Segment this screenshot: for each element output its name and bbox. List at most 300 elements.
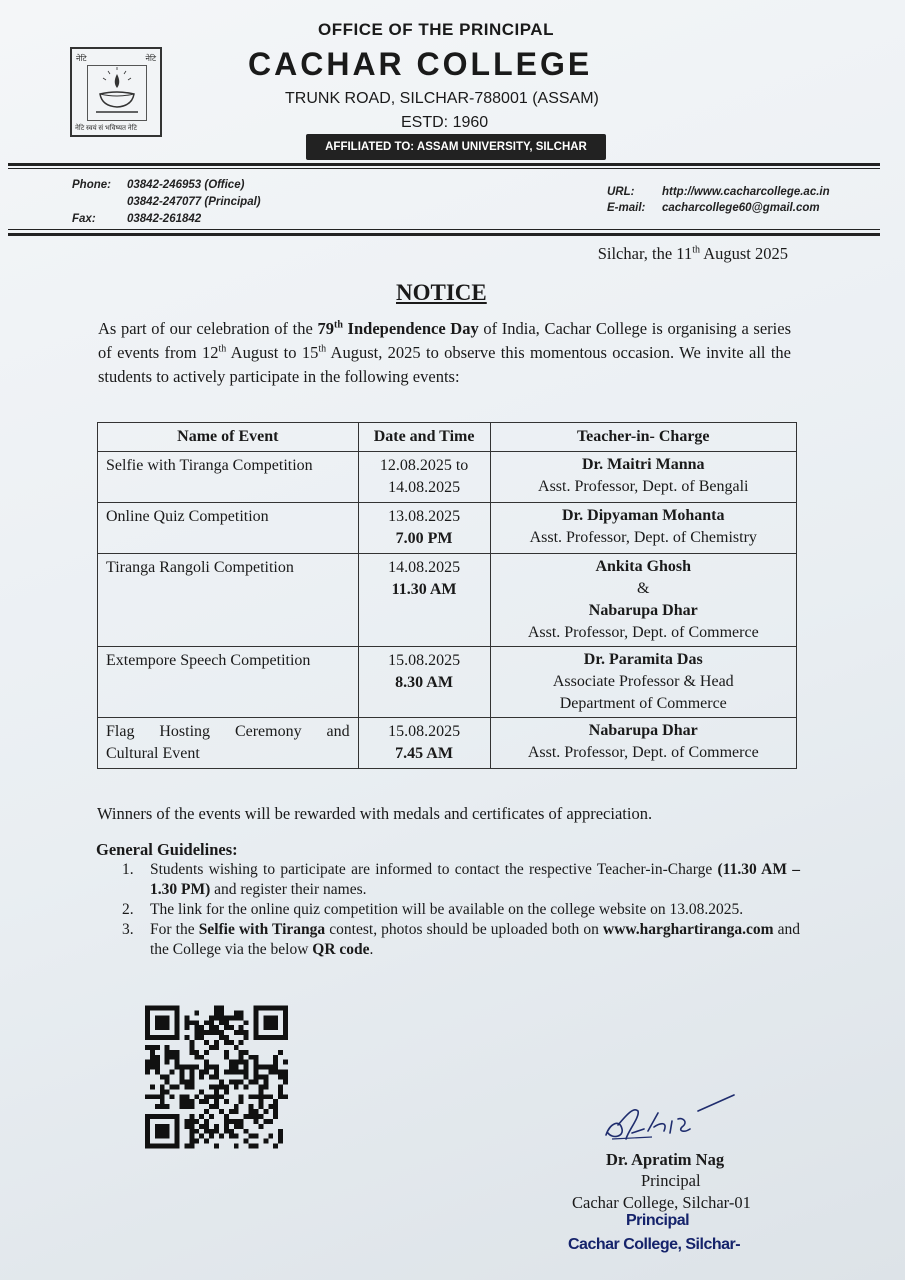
qr-module (209, 1025, 214, 1030)
qr-module (145, 1030, 150, 1035)
qr-module (189, 1020, 194, 1025)
qr-module (239, 1079, 244, 1084)
qr-module (224, 1020, 229, 1025)
qr-module (204, 1065, 209, 1070)
qr-module (175, 1134, 180, 1139)
qr-module (249, 1094, 254, 1099)
qr-module (249, 1114, 254, 1119)
qr-module (283, 1010, 288, 1015)
qr-module (150, 1065, 155, 1070)
qr-module (253, 1015, 258, 1020)
qr-module (273, 1015, 278, 1020)
qr-module (244, 1084, 249, 1089)
qr-module (229, 1129, 234, 1134)
phone-label: Phone: (72, 179, 111, 191)
qr-module (194, 1094, 199, 1099)
qr-module (204, 1109, 209, 1114)
qr-module (175, 1025, 180, 1030)
qr-module (234, 1124, 239, 1129)
qr-module (165, 1045, 170, 1050)
event-name: Tiranga Rangoli Competition (98, 554, 359, 647)
qr-module (175, 1010, 180, 1015)
qr-module (145, 1010, 150, 1015)
qr-module (145, 1060, 150, 1065)
qr-module (170, 1035, 175, 1040)
qr-module (165, 1006, 170, 1011)
qr-module (150, 1035, 155, 1040)
qr-module (263, 1075, 268, 1080)
qr-module (170, 1050, 175, 1055)
qr-module (155, 1124, 160, 1129)
qr-module (170, 1055, 175, 1060)
header-divider-top (8, 163, 880, 166)
qr-module (180, 1099, 185, 1104)
qr-module (268, 1119, 273, 1124)
qr-module (194, 1030, 199, 1035)
qr-module (160, 1099, 165, 1104)
qr-module (278, 1094, 283, 1099)
qr-module (253, 1109, 258, 1114)
qr-module (239, 1060, 244, 1065)
qr-module (214, 1006, 219, 1011)
qr-module (204, 1129, 209, 1134)
qr-module (184, 1025, 189, 1030)
qr-module (194, 1055, 199, 1060)
qr-module (214, 1104, 219, 1109)
qr-module (253, 1010, 258, 1015)
qr-module (239, 1099, 244, 1104)
email-line (607, 202, 820, 214)
qr-module (194, 1020, 199, 1025)
guidelines-title: General Guidelines: (96, 840, 238, 859)
qr-module (253, 1025, 258, 1030)
qr-module (204, 1124, 209, 1129)
qr-module (175, 1124, 180, 1129)
qr-module (145, 1139, 150, 1144)
qr-module (258, 1099, 263, 1104)
qr-module (199, 1089, 204, 1094)
contact-divider-bottom (8, 233, 880, 236)
qr-module (165, 1114, 170, 1119)
qr-module (263, 1025, 268, 1030)
qr-module (184, 1119, 189, 1124)
qr-module (160, 1015, 165, 1020)
qr-module (194, 1035, 199, 1040)
qr-module (273, 1065, 278, 1070)
qr-module (189, 1070, 194, 1075)
qr-module (155, 1104, 160, 1109)
qr-module (145, 1094, 150, 1099)
email-link[interactable]: cacharcollege60@gmail.com (662, 202, 820, 214)
qr-module (189, 1040, 194, 1045)
teacher-in-charge: Dr. Dipyaman Mohanta Asst. Professor, Dept. of Chemistry (490, 503, 797, 554)
qr-module (180, 1079, 185, 1084)
table-header-row (98, 423, 797, 452)
qr-module (160, 1084, 165, 1089)
events-table (97, 422, 797, 769)
qr-module (273, 1104, 278, 1109)
table-row (98, 554, 797, 647)
qr-module (199, 1114, 204, 1119)
table-row (98, 718, 797, 769)
qr-module (273, 1060, 278, 1065)
qr-module (249, 1144, 254, 1149)
qr-module (214, 1025, 219, 1030)
qr-module (239, 1119, 244, 1124)
signatory-institution: Cachar College, Silchar-01 (572, 1193, 751, 1212)
qr-module (268, 1006, 273, 1011)
qr-module (214, 1124, 219, 1129)
qr-module (155, 1006, 160, 1011)
qr-module (204, 1060, 209, 1065)
qr-module (165, 1134, 170, 1139)
logo-corner-glyph: नेटि (76, 54, 87, 63)
qr-module (278, 1134, 283, 1139)
qr-module (189, 1134, 194, 1139)
qr-module (229, 1079, 234, 1084)
qr-module (268, 1025, 273, 1030)
qr-module (214, 1084, 219, 1089)
qr-module (263, 1035, 268, 1040)
qr-module (273, 1109, 278, 1114)
qr-module (150, 1006, 155, 1011)
qr-module (249, 1134, 254, 1139)
qr-code[interactable] (145, 1003, 288, 1151)
qr-module (253, 1070, 258, 1075)
qr-module (209, 1129, 214, 1134)
qr-module (160, 1020, 165, 1025)
qr-module (160, 1089, 165, 1094)
qr-module (145, 1020, 150, 1025)
qr-module (150, 1050, 155, 1055)
qr-module (204, 1099, 209, 1104)
event-date-time: 15.08.2025 7.45 AM (358, 718, 490, 769)
qr-module (165, 1104, 170, 1109)
qr-module (258, 1124, 263, 1129)
qr-module (283, 1025, 288, 1030)
qr-module (175, 1020, 180, 1025)
qr-module (180, 1104, 185, 1109)
qr-module (155, 1035, 160, 1040)
qr-module (209, 1114, 214, 1119)
harghartiranga-link[interactable]: www.harghartiranga.com (603, 921, 774, 938)
qr-module (175, 1006, 180, 1011)
qr-module (244, 1075, 249, 1080)
header-teacher: Teacher-in- Charge (490, 423, 797, 452)
qr-module (165, 1129, 170, 1134)
qr-module (224, 1099, 229, 1104)
qr-module (214, 1065, 219, 1070)
qr-module (194, 1025, 199, 1030)
qr-module (229, 1060, 234, 1065)
qr-module (229, 1134, 234, 1139)
qr-module (219, 1030, 224, 1035)
qr-module (194, 1139, 199, 1144)
qr-module (204, 1020, 209, 1025)
qr-module (283, 1060, 288, 1065)
qr-module (209, 1015, 214, 1020)
qr-module (244, 1065, 249, 1070)
qr-module (145, 1006, 150, 1011)
qr-module (189, 1065, 194, 1070)
qr-module (253, 1035, 258, 1040)
qr-module (253, 1020, 258, 1025)
qr-module (160, 1094, 165, 1099)
qr-module (184, 1035, 189, 1040)
qr-module (214, 1144, 219, 1149)
qr-module (189, 1084, 194, 1089)
official-stamp-institution: Cachar College, Silchar- (568, 1236, 741, 1253)
qr-module (150, 1045, 155, 1050)
qr-module (160, 1144, 165, 1149)
qr-module (273, 1144, 278, 1149)
qr-module (165, 1020, 170, 1025)
qr-module (229, 1119, 234, 1124)
qr-module (239, 1025, 244, 1030)
qr-module (189, 1114, 194, 1119)
teacher-in-charge: Nabarupa Dhar Asst. Professor, Dept. of Commerce (490, 718, 797, 769)
qr-module (283, 1075, 288, 1080)
qr-module (234, 1010, 239, 1015)
qr-module (160, 1035, 165, 1040)
qr-module (199, 1070, 204, 1075)
qr-module (189, 1050, 194, 1055)
qr-module (180, 1094, 185, 1099)
qr-module (224, 1025, 229, 1030)
qr-module (209, 1104, 214, 1109)
qr-module (258, 1035, 263, 1040)
qr-module (189, 1144, 194, 1149)
qr-module (278, 1129, 283, 1134)
qr-module (194, 1050, 199, 1055)
qr-module (199, 1099, 204, 1104)
qr-module (224, 1089, 229, 1094)
qr-module (160, 1129, 165, 1134)
qr-module (249, 1079, 254, 1084)
qr-module (219, 1006, 224, 1011)
qr-module (239, 1070, 244, 1075)
qr-module (283, 1035, 288, 1040)
qr-module (170, 1006, 175, 1011)
qr-module (258, 1075, 263, 1080)
qr-module (199, 1025, 204, 1030)
qr-module (224, 1129, 229, 1134)
qr-module (209, 1020, 214, 1025)
qr-module (253, 1006, 258, 1011)
qr-module (204, 1040, 209, 1045)
fax-number: 03842-261842 (127, 213, 202, 225)
qr-module (263, 1015, 268, 1020)
qr-module (278, 1075, 283, 1080)
qr-module (189, 1119, 194, 1124)
qr-module (184, 1094, 189, 1099)
qr-module (165, 1060, 170, 1065)
qr-module (273, 1035, 278, 1040)
qr-module (214, 1089, 219, 1094)
signatory-name: Dr. Apratim Nag (606, 1150, 725, 1169)
qr-module (244, 1139, 249, 1144)
qr-module (175, 1144, 180, 1149)
qr-module (244, 1050, 249, 1055)
qr-module (175, 1114, 180, 1119)
qr-module (219, 1109, 224, 1114)
qr-module (204, 1070, 209, 1075)
qr-module (234, 1134, 239, 1139)
qr-module (278, 1070, 283, 1075)
qr-module (199, 1030, 204, 1035)
qr-module (239, 1015, 244, 1020)
qr-module (234, 1109, 239, 1114)
qr-module (184, 1104, 189, 1109)
qr-module (165, 1050, 170, 1055)
event-name: Selfie with Tiranga Competition (98, 452, 359, 503)
qr-module (234, 1084, 239, 1089)
qr-module (258, 1065, 263, 1070)
qr-module (239, 1010, 244, 1015)
url-link[interactable]: http://www.cacharcollege.ac.in (662, 186, 830, 198)
qr-module (184, 1084, 189, 1089)
qr-module (273, 1099, 278, 1104)
qr-module (194, 1119, 199, 1124)
qr-module (234, 1065, 239, 1070)
qr-module (194, 1065, 199, 1070)
qr-module (224, 1035, 229, 1040)
qr-module (224, 1015, 229, 1020)
qr-module (214, 1075, 219, 1080)
qr-module (175, 1119, 180, 1124)
qr-module (253, 1144, 258, 1149)
logo-lamp-emblem (87, 65, 147, 121)
qr-module (145, 1144, 150, 1149)
list-item: 2. The link for the online quiz competition will be available on the college website on 13.08.2025. (122, 901, 744, 918)
qr-module (273, 1006, 278, 1011)
qr-module (145, 1015, 150, 1020)
qr-module (155, 1055, 160, 1060)
qr-module (184, 1079, 189, 1084)
qr-module (199, 1035, 204, 1040)
qr-module (229, 1065, 234, 1070)
qr-module (184, 1099, 189, 1104)
qr-module (234, 1060, 239, 1065)
header-date-time: Date and Time (358, 423, 490, 452)
qr-module (258, 1114, 263, 1119)
fax-label: Fax: (72, 213, 96, 225)
qr-module (175, 1139, 180, 1144)
qr-module (155, 1060, 160, 1065)
qr-module (170, 1084, 175, 1089)
qr-module (145, 1070, 150, 1075)
qr-module (194, 1010, 199, 1015)
qr-module (263, 1020, 268, 1025)
signatory-title: Principal (641, 1171, 701, 1190)
qr-module (145, 1129, 150, 1134)
header-event-name: Name of Event (98, 423, 359, 452)
qr-module (204, 1119, 209, 1124)
qr-module (229, 1109, 234, 1114)
qr-module (239, 1124, 244, 1129)
qr-module (155, 1025, 160, 1030)
qr-module (155, 1015, 160, 1020)
event-name: Flag Hosting Ceremony and Cultural Event (98, 718, 359, 769)
qr-module (224, 1084, 229, 1089)
qr-module (214, 1010, 219, 1015)
qr-module (234, 1030, 239, 1035)
qr-module (145, 1065, 150, 1070)
qr-module (268, 1065, 273, 1070)
qr-module (204, 1050, 209, 1055)
url-label: URL: (607, 186, 635, 198)
guidelines-list (122, 860, 800, 960)
qr-module (199, 1134, 204, 1139)
contact-divider-thin (8, 229, 880, 230)
qr-module (253, 1065, 258, 1070)
qr-module (278, 1089, 283, 1094)
qr-module (234, 1015, 239, 1020)
qr-module (209, 1075, 214, 1080)
office-title: OFFICE OF THE PRINCIPAL (318, 20, 554, 39)
qr-module (150, 1114, 155, 1119)
qr-module (155, 1134, 160, 1139)
table-row (98, 503, 797, 554)
qr-module (145, 1124, 150, 1129)
event-date-time: 12.08.2025 to 14.08.2025 (358, 452, 490, 503)
email-label: E-mail: (607, 202, 646, 214)
qr-module (160, 1134, 165, 1139)
qr-module (180, 1065, 185, 1070)
qr-module (263, 1065, 268, 1070)
qr-module (244, 1060, 249, 1065)
qr-module (253, 1079, 258, 1084)
event-name: Extempore Speech Competition (98, 647, 359, 718)
qr-module (155, 1045, 160, 1050)
qr-module (258, 1104, 263, 1109)
qr-module (278, 1084, 283, 1089)
college-address: TRUNK ROAD, SILCHAR-788001 (ASSAM) (285, 90, 599, 107)
qr-module (224, 1114, 229, 1119)
qr-module (145, 1134, 150, 1139)
qr-module (283, 1015, 288, 1020)
qr-module (184, 1020, 189, 1025)
qr-module (249, 1109, 254, 1114)
qr-module (180, 1075, 185, 1080)
qr-module (189, 1045, 194, 1050)
phone-line (72, 179, 244, 191)
event-date-time: 14.08.2025 11.30 AM (358, 554, 490, 647)
qr-module (155, 1114, 160, 1119)
qr-module (214, 1099, 219, 1104)
event-name: Online Quiz Competition (98, 503, 359, 554)
qr-module (253, 1075, 258, 1080)
event-date-time: 15.08.2025 8.30 AM (358, 647, 490, 718)
qr-module (258, 1089, 263, 1094)
qr-module (160, 1114, 165, 1119)
qr-module (263, 1084, 268, 1089)
header-divider-thin (8, 168, 880, 169)
official-stamp-title: Principal (626, 1212, 690, 1229)
qr-module (253, 1055, 258, 1060)
qr-module (249, 1104, 254, 1109)
qr-module (278, 1035, 283, 1040)
qr-module (224, 1040, 229, 1045)
qr-module (155, 1070, 160, 1075)
qr-module (219, 1035, 224, 1040)
qr-module (273, 1070, 278, 1075)
qr-module (209, 1065, 214, 1070)
qr-module (165, 1079, 170, 1084)
qr-module (145, 1119, 150, 1124)
qr-module (189, 1129, 194, 1134)
qr-module (219, 1084, 224, 1089)
